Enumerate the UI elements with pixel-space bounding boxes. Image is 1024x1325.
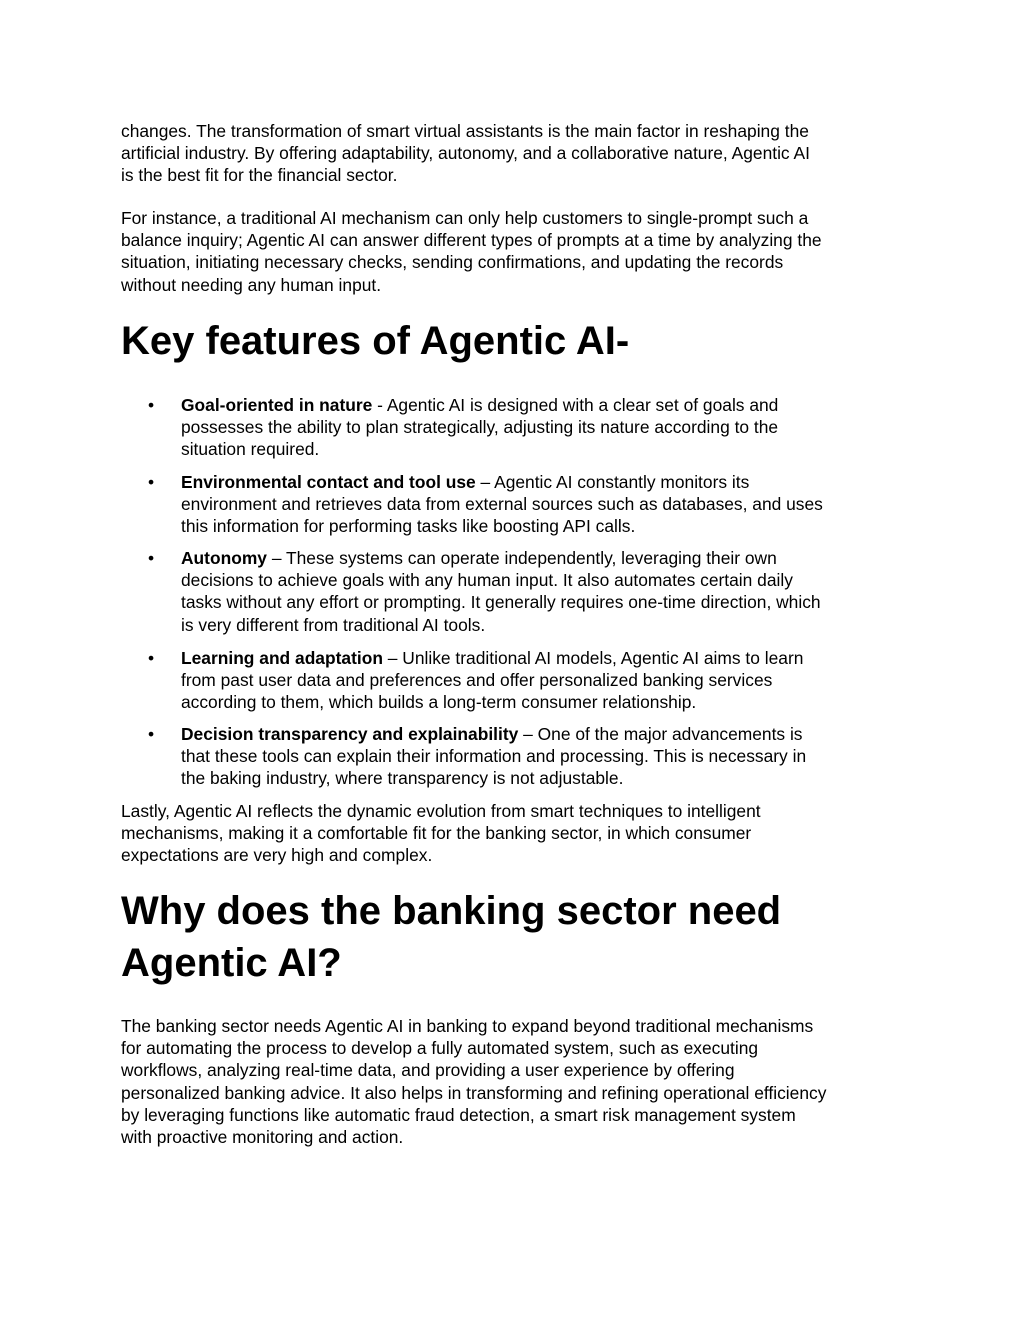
- text-line: Lastly, Agentic AI reflects the dynamic evolution from smart techniques to intelligent: [121, 801, 761, 821]
- paragraph-conclusion: [121, 800, 761, 867]
- text-line: personalized banking advice. It also helps in transforming and refining operational efficiency: [121, 1082, 827, 1103]
- paragraph-example: [121, 207, 822, 296]
- text-line: artificial industry. By offering adaptability, autonomy, and a collaborative nature, Agentic AI: [121, 143, 810, 164]
- bullet-icon: •: [148, 472, 155, 492]
- text-line: from past user data and preferences and offer personalized banking services: [181, 670, 773, 691]
- heading-why-banking: [121, 885, 781, 989]
- text-line: For instance, a traditional AI mechanism can only help customers to single-prompt such a: [121, 208, 809, 228]
- bullet-icon: •: [148, 395, 155, 415]
- text-line: workflows, analyzing real-time data, and providing a user experience by offering: [121, 1060, 735, 1081]
- bullet-lead: Learning and adaptation: [181, 648, 383, 668]
- bullet-lead: Environmental contact and tool use: [181, 472, 476, 492]
- text-line: without needing any human input.: [121, 274, 382, 295]
- bullet-text: – Unlike traditional AI models, Agentic AI aims to learn: [382, 648, 804, 668]
- bullet-text: – These systems can operate independently, leveraging their own: [266, 548, 777, 568]
- bullet-text: – Agentic AI constantly monitors its: [475, 472, 750, 492]
- text-line: tasks without any effort or prompting. It generally requires one-time direction, which: [181, 592, 821, 613]
- bullet-icon: •: [148, 548, 155, 568]
- text-line: is very different from traditional AI tools.: [181, 614, 486, 635]
- bullet-lead: Decision transparency and explainability: [181, 724, 519, 744]
- text-line: is the best fit for the financial sector.: [121, 165, 398, 186]
- text-line: possesses the ability to plan strategically, adjusting its nature according to the: [181, 417, 779, 438]
- text-line: situation required.: [181, 439, 320, 460]
- text-line: for automating the process to develop a fully automated system, such as executing: [121, 1038, 759, 1059]
- text-line: environment and retrieves data from external sources such as databases, and uses: [181, 494, 823, 515]
- text-line: the baking industry, where transparency is not adjustable.: [181, 768, 624, 789]
- text-line: that these tools can explain their information and processing. This is necessary in: [181, 746, 807, 767]
- heading-key-features: Key features of Agentic AI-: [121, 319, 630, 363]
- text-line: situation, initiating necessary checks, sending confirmations, and updating the records: [121, 252, 784, 273]
- text-line: with proactive monitoring and action.: [121, 1127, 404, 1148]
- text-line: expectations are very high and complex.: [121, 845, 433, 866]
- paragraph-intro: [121, 120, 810, 187]
- text-line: this information for performing tasks like boosting API calls.: [181, 516, 636, 537]
- bullet-lead: Autonomy: [181, 548, 267, 568]
- bullet-icon: •: [148, 648, 155, 668]
- text-line: decisions to achieve goals with any human input. It also automates certain daily: [181, 570, 793, 591]
- bullet-text: – One of the major advancements is: [518, 724, 803, 744]
- text-line: changes. The transformation of smart virtual assistants is the main factor in reshaping the: [121, 121, 809, 141]
- text-line: according to them, which builds a long-term consumer relationship.: [181, 692, 697, 713]
- bullet-icon: •: [148, 724, 155, 744]
- text-line: by leveraging functions like automatic fraud detection, a smart risk management system: [121, 1104, 796, 1125]
- text-line: mechanisms, making it a comfortable fit for the banking sector, in which consumer: [121, 823, 752, 844]
- heading-line: Why does the banking sector need: [121, 889, 782, 933]
- text-line: The banking sector needs Agentic AI in banking to expand beyond traditional mechanisms: [121, 1016, 814, 1036]
- text-line: balance inquiry; Agentic AI can answer different types of prompts at a time by analyzing the: [121, 230, 822, 251]
- heading-line: Agentic AI?: [121, 941, 342, 985]
- bullet-lead: Goal-oriented in nature: [181, 395, 373, 415]
- bullet-text: - Agentic AI is designed with a clear set of goals and: [372, 395, 779, 415]
- paragraph-banking-need: [121, 1015, 826, 1148]
